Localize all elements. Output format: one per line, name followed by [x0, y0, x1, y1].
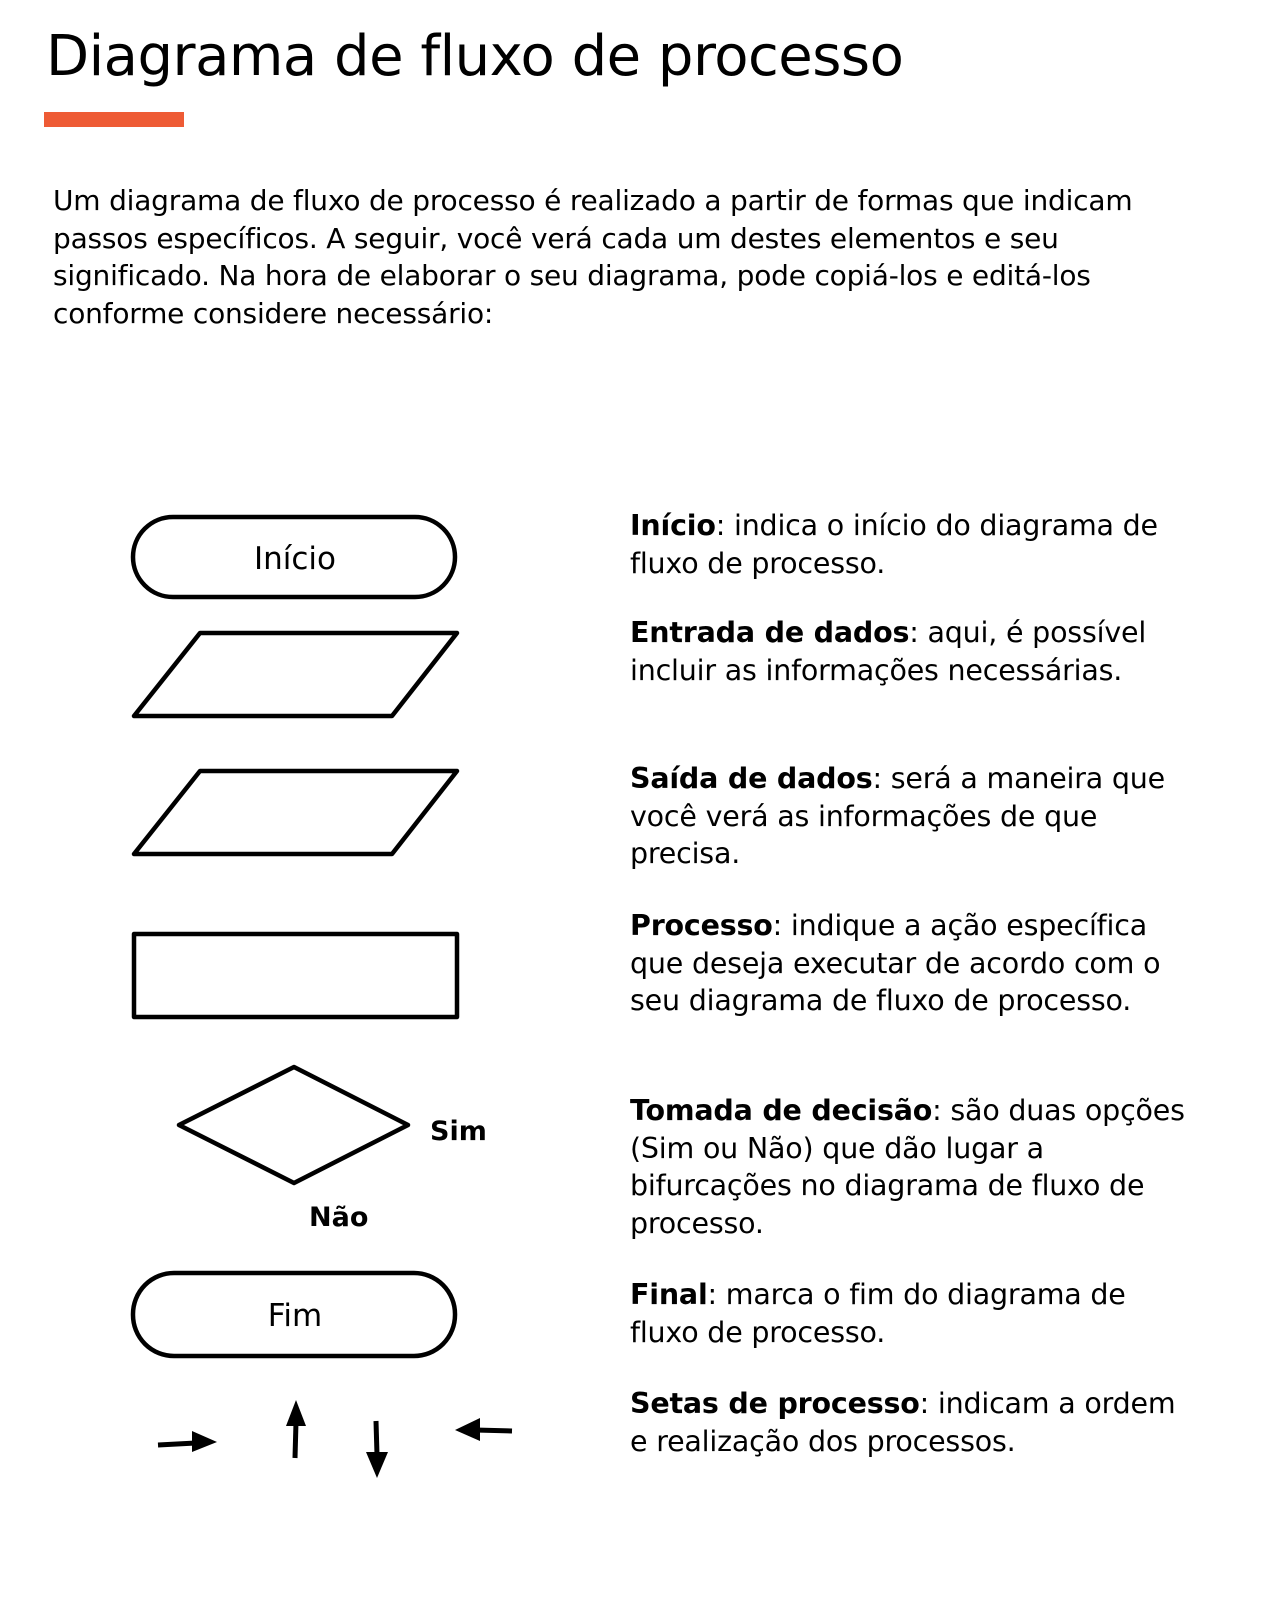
start-label: Início — [253, 541, 337, 577]
description-text: : indica o início do diagrama de fluxo de processo. — [630, 509, 1158, 580]
description-term: Final — [630, 1278, 708, 1311]
description-text: : indique a ação específica que deseja executar de acordo com o seu diagrama de fluxo de processo. — [630, 909, 1161, 1017]
description-term: Saída de dados — [630, 762, 873, 795]
output-parallelogram-shape — [134, 771, 457, 854]
intro-paragraph: Um diagrama de fluxo de processo é realizado a partir de formas que indicam passos específicos. A seguir, você verá cada um destes elementos e seu significado. Na hora de elaborar o seu diagrama, pode copiá-los e editá-los conforme considere necessário: — [53, 184, 1133, 330]
description-text: : aqui, é possível incluir as informações necessárias. — [630, 616, 1147, 687]
decision-no-label: Não — [309, 1202, 369, 1233]
decision-yes-label: Sim — [430, 1116, 487, 1147]
description-arrows — [630, 1385, 1190, 1460]
description-text: : indicam a ordem e realização dos processos. — [630, 1387, 1176, 1458]
description-decision — [630, 1092, 1190, 1242]
description-term: Processo — [630, 909, 773, 942]
description-start — [630, 507, 1190, 582]
description-term: Tomada de decisão — [630, 1094, 933, 1127]
input-parallelogram-shape — [134, 633, 457, 716]
description-text: : marca o fim do diagrama de fluxo de processo. — [630, 1278, 1126, 1349]
arrow-down-icon — [366, 1421, 388, 1478]
description-input — [630, 614, 1190, 689]
description-term: Setas de processo — [630, 1387, 920, 1420]
page-title: Diagrama de fluxo de processo — [46, 24, 904, 89]
description-term: Entrada de dados — [630, 616, 910, 649]
arrow-left-icon — [455, 1418, 512, 1441]
arrow-right-icon — [158, 1431, 217, 1452]
arrow-up-icon — [286, 1400, 306, 1458]
process-rectangle-shape — [134, 934, 457, 1017]
decision-diamond-shape — [179, 1067, 408, 1183]
description-text: : são duas opções (Sim ou Não) que dão lugar a bifurcações no diagrama de fluxo de processo. — [630, 1094, 1185, 1240]
description-text: : será a maneira que você verá as informações de que precisa. — [630, 762, 1165, 870]
description-output — [630, 760, 1190, 873]
description-end — [630, 1276, 1190, 1351]
description-term: Início — [630, 509, 716, 542]
description-process — [630, 907, 1190, 1020]
end-label: Fim — [267, 1298, 323, 1334]
